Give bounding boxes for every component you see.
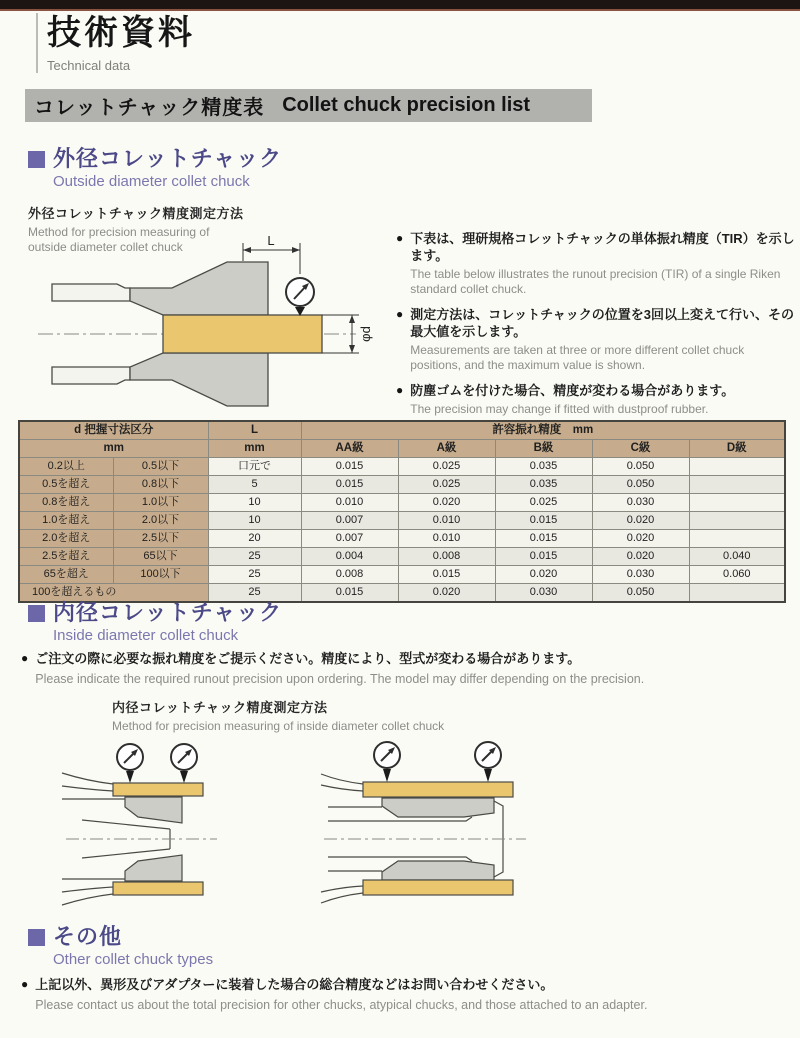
bullet-icon: ● <box>21 977 29 991</box>
collet-sleeve-bottom <box>52 367 130 384</box>
col-header-grade-d: D級 <box>689 440 785 458</box>
dial-gauge-icon <box>117 744 143 783</box>
dial-gauge-icon <box>171 744 197 783</box>
page-header <box>36 13 195 73</box>
square-bullet-icon <box>28 151 45 168</box>
col-header-d: d 把握寸法区分 <box>19 421 208 440</box>
section-heading-inside <box>28 601 282 644</box>
section-banner <box>25 89 592 122</box>
table-row: 0.5を超え 0.8以下 5 0.015 0.025 0.035 0.050 <box>19 476 785 494</box>
method-caption-jp: 内径コレットチャック精度測定方法 <box>112 700 328 715</box>
col-header-tolerance: 許容振れ精度 mm <box>301 421 785 440</box>
page-title: 技術資料 <box>47 14 195 52</box>
section-title-jp: 内径コレットチャック <box>53 600 283 625</box>
method-caption-inside <box>112 697 444 734</box>
method-caption-en: Method for precision measuring of outside diameter collet chuck <box>28 225 210 254</box>
inside-measure-diagram-right <box>316 733 616 923</box>
table-row: 2.0を超え 2.5以下 20 0.007 0.010 0.015 0.020 <box>19 530 785 548</box>
col-header-grade-a: A級 <box>398 440 495 458</box>
collet-section-bottom <box>382 861 494 880</box>
table-row: 100を超えるもの 25 0.015 0.020 0.030 0.050 <box>19 584 785 603</box>
table-header-row <box>19 440 785 458</box>
section-title-en: Outside diameter collet chuck <box>53 173 250 190</box>
col-unit-l: mm <box>208 440 301 458</box>
square-bullet-icon <box>28 929 45 946</box>
collet-body-top <box>130 262 268 315</box>
table-row: 2.5を超え 65以下 25 0.004 0.008 0.015 0.020 0.040 <box>19 548 785 566</box>
outside-notes <box>396 230 796 426</box>
dial-gauge-icon <box>475 742 501 782</box>
method-caption-en: Method for precision measuring of inside diameter collet chuck <box>112 719 445 733</box>
section-title-jp: その他 <box>53 924 123 949</box>
note-item: ● 測定方法は、コレットチャックの位置を3回以上変えて行い、その最大値を示します。 Measurements are taken at three or more different collet chuck positions, and the maximum value is shown. <box>396 307 794 372</box>
table-header-row <box>19 421 785 440</box>
table-row: 0.2以上 0.5以下 口元で 0.015 0.025 0.035 0.050 <box>19 458 785 476</box>
outside-measure-diagram <box>22 228 394 410</box>
bullet-icon: ● <box>396 383 404 397</box>
inside-measure-diagram-left <box>52 733 322 923</box>
dim-d-label: φd <box>358 326 373 342</box>
page-subtitle: Technical data <box>47 58 131 73</box>
table-row: 0.8を超え 1.0以下 10 0.010 0.020 0.025 0.030 <box>19 494 785 512</box>
collet-section-top <box>125 797 182 823</box>
dial-gauge-icon <box>374 742 400 782</box>
ring-gauge-bar-top <box>363 782 513 797</box>
dim-l-label: L <box>267 233 275 248</box>
collet-sleeve-top <box>52 284 130 301</box>
table-row: 65を超え 100以下 25 0.008 0.015 0.020 0.030 0.060 <box>19 566 785 584</box>
collet-body-bottom <box>130 353 268 406</box>
section-title-en: Inside diameter collet chuck <box>53 627 239 644</box>
square-bullet-icon <box>28 605 45 622</box>
collet-section-bottom <box>125 855 182 881</box>
bullet-icon: ● <box>396 231 404 245</box>
inside-note: ● ご注文の際に必要な振れ精度をご提示ください。精度により、型式が変わる場合があります。 Please indicate the required runout precision upon ordering. The model may differ depending on the precision. <box>21 651 645 686</box>
col-header-grade-aa: AA級 <box>301 440 398 458</box>
ring-gauge-bar-top <box>113 783 203 796</box>
note-item: ● 下表は、理研規格コレットチャックの単体振れ精度（TIR）を示します。 The table below illustrates the runout precision (TIR) of a single Riken standard collet chuck. <box>396 231 795 296</box>
method-caption-jp: 外径コレットチャック精度測定方法 <box>28 206 244 221</box>
dial-gauge-icon <box>286 278 314 316</box>
precision-table <box>18 420 786 603</box>
bullet-icon: ● <box>396 307 404 321</box>
ring-gauge-bar-bottom <box>363 880 513 895</box>
col-header-l: L <box>208 421 301 440</box>
banner-title-en: Collet chuck precision list <box>282 94 531 116</box>
section-heading-outside <box>28 147 282 190</box>
col-unit-d: mm <box>19 440 208 458</box>
bullet-icon: ● <box>21 651 29 665</box>
other-note: ● 上記以外、異形及びアダプターに装着した場合の総合精度などはお問い合わせください。 Please contact us about the total precision for other chucks, atypical chucks, and those attached to an adapter. <box>21 977 648 1012</box>
workpiece-bar <box>163 315 322 353</box>
section-title-jp: 外径コレットチャック <box>53 146 283 171</box>
section-title-en: Other collet chuck types <box>53 951 214 968</box>
ring-gauge-bar-bottom <box>113 882 203 895</box>
section-heading-other <box>28 925 213 968</box>
note-item: ● 防塵ゴムを付けた場合、精度が変わる場合があります。 The precision may change if fitted with dustproof rubber. <box>396 383 735 416</box>
table-row: 1.0を超え 2.0以下 10 0.007 0.010 0.015 0.020 <box>19 512 785 530</box>
col-header-grade-b: B級 <box>495 440 592 458</box>
top-rule <box>0 0 800 11</box>
banner-title-jp: コレットチャック精度表 <box>34 97 265 119</box>
col-header-grade-c: C級 <box>592 440 689 458</box>
collet-section-top <box>382 798 494 817</box>
